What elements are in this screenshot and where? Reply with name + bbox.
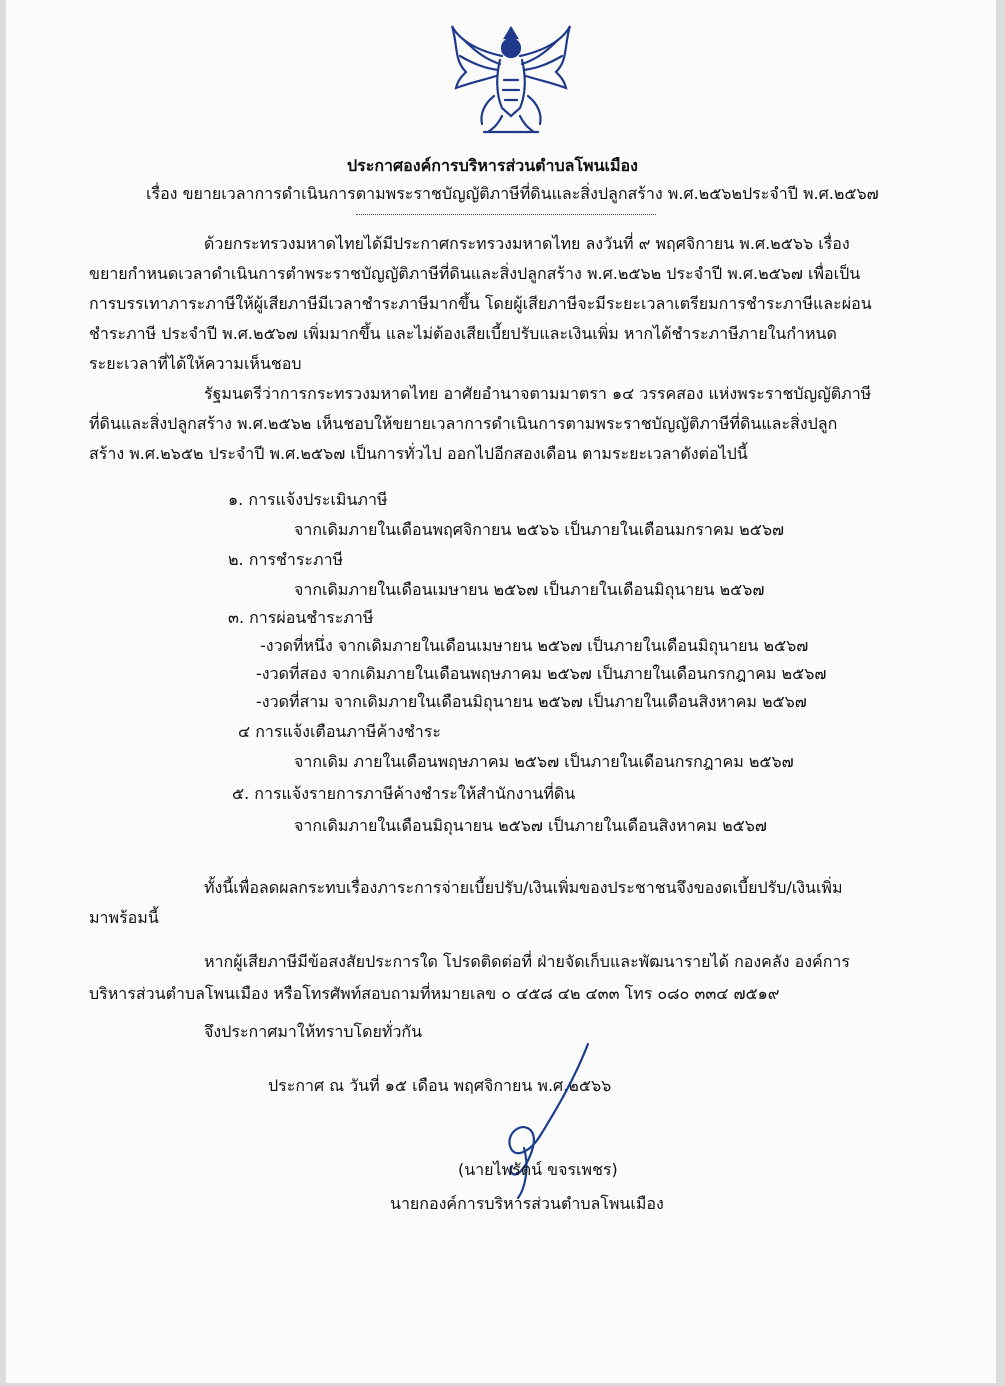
list-item-detail: จากเดิม ภายในเดือนพฤษภาคม ๒๕๖๗ เป็นภายในเดือนกรกฎาคม ๒๕๖๗ [294, 752, 794, 771]
para1-line: ชำระภาษี ประจำปี พ.ศ.๒๕๖๗ เพิ่มมากขึ้น และไม่ต้องเสียเบี้ยปรับและเงินเพิ่ม หากได้ชำระภาษีภายในกำหนด [89, 324, 837, 343]
para4-line: บริหารส่วนตำบลโพนเมือง หรือโทรศัพท์สอบถามที่หมายเลข ๐ ๔๕๘ ๔๒ ๔๓๓ โทร ๐๘๐ ๓๓๔ ๗๕๑๙ [89, 984, 780, 1003]
signer-name: (นายไพรัตน์ ขจรเพชร) [458, 1160, 618, 1179]
para1-line: ขยายกำหนดเวลาดำเนินการตำพระราชบัญญัติภาษีที่ดินและสิ่งปลูกสร้าง พ.ศ.๒๕๖๒ ประจำปี พ.ศ.๒๕๖๗ เพื่อเป็น [89, 264, 861, 283]
list-item-detail: จากเดิมภายในเดือนพฤศจิกายน ๒๕๖๖ เป็นภายในเดือนมกราคม ๒๕๖๗ [294, 520, 785, 539]
list-item-detail: -งวดที่สาม จากเดิมภายในเดือนมิถุนายน ๒๕๖๗ เป็นภายในเดือนสิงหาคม ๒๕๖๗ [256, 692, 807, 711]
list-item-heading: ๑. การแจ้งประเมินภาษี [228, 490, 388, 509]
para4-line: หากผู้เสียภาษีมีข้อสงสัยประการใด โปรดติดต่อที่ ฝ่ายจัดเก็บและพัฒนารายได้ กองคลัง องค์การ [204, 952, 850, 971]
announcement-date: ประกาศ ณ วันที่ ๑๕ เดือน พฤศจิกายน พ.ศ.๒๕๖๖ [268, 1076, 612, 1095]
list-item-heading: ๔ การแจ้งเตือนภาษีค้างชำระ [238, 722, 441, 741]
para2-line: ที่ดินและสิ่งปลูกสร้าง พ.ศ.๒๕๖๒ เห็นชอบให้ขยายเวลาการดำเนินการตามพระราชบัญญัติภาษีที่ดินและสิ่งปลูก [89, 414, 838, 433]
para1-line: ด้วยกระทรวงมหาดไทยได้มีประกาศกระทรวงมหาดไทย ลงวันที่ ๙ พฤศจิกายน พ.ศ.๒๕๖๖ เรื่อง [204, 234, 850, 253]
list-item-heading: ๒. การชำระภาษี [228, 550, 344, 569]
document-page [6, 0, 996, 1383]
garuda-emblem-icon [444, 20, 578, 140]
list-item-detail: -งวดที่หนึ่ง จากเดิมภายในเดือนเมษายน ๒๕๖๗ เป็นภายในเดือนมิถุนายน ๒๕๖๗ [260, 636, 809, 655]
separator-line [356, 214, 656, 215]
closing-line: จึงประกาศมาให้ทราบโดยทั่วกัน [204, 1022, 423, 1041]
list-item-detail: จากเดิมภายในเดือนมิถุนายน ๒๕๖๗ เป็นภายในเดือนสิงหาคม ๒๕๖๗ [294, 816, 767, 835]
para1-line: ระยะเวลาที่ได้ให้ความเห็นชอบ [89, 354, 302, 373]
list-item-detail: จากเดิมภายในเดือนเมษายน ๒๕๖๗ เป็นภายในเดือนมิถุนายน ๒๕๖๗ [294, 580, 765, 599]
list-item-heading: ๓. การผ่อนชำระภาษี [228, 608, 374, 627]
list-item-heading: ๕. การแจ้งรายการภาษีค้างชำระให้สำนักงานที่ดิน [232, 784, 576, 803]
para3-line: ทั้งนี้เพื่อลดผลกระทบเรื่องภาระการจ่ายเบี้ยปรับ/เงินเพิ่มของประชาชนจึงของดเบี้ยปรับ/เงินเพิ่ม [204, 878, 843, 897]
document-title: ประกาศองค์การบริหารส่วนตำบลโพนเมือง [347, 156, 638, 175]
document-subject: เรื่อง ขยายเวลาการดำเนินการตามพระราชบัญญัติภาษีที่ดินและสิ่งปลูกสร้าง พ.ศ.๒๕๖๒ประจำปี พ.ศ.๒๕๖๗ [146, 184, 879, 203]
para2-line: สร้าง พ.ศ.๒๖๕๒ ประจำปี พ.ศ.๒๕๖๗ เป็นการทั่วไป ออกไปอีกสองเดือน ตามระยะเวลาดังต่อไปนี้ [89, 444, 748, 463]
para3-line: มาพร้อมนี้ [89, 908, 159, 927]
para2-line: รัฐมนตรีว่าการกระทรวงมหาดไทย อาศัยอำนาจตามมาตรา ๑๔ วรรคสอง แห่งพระราชบัญญัติภาษี [204, 384, 872, 403]
para1-line: การบรรเทาภาระภาษีให้ผู้เสียภาษีมีเวลาชำระภาษีมากขึ้น โดยผู้เสียภาษีจะมีระยะเวลาเตรียมการชำระภาษีและผ่อน [89, 294, 872, 313]
signer-position: นายกองค์การบริหารส่วนตำบลโพนเมือง [390, 1194, 664, 1213]
list-item-detail: -งวดที่สอง จากเดิมภายในเดือนพฤษภาคม ๒๕๖๗ เป็นภายในเดือนกรกฎาคม ๒๕๖๗ [256, 664, 827, 683]
